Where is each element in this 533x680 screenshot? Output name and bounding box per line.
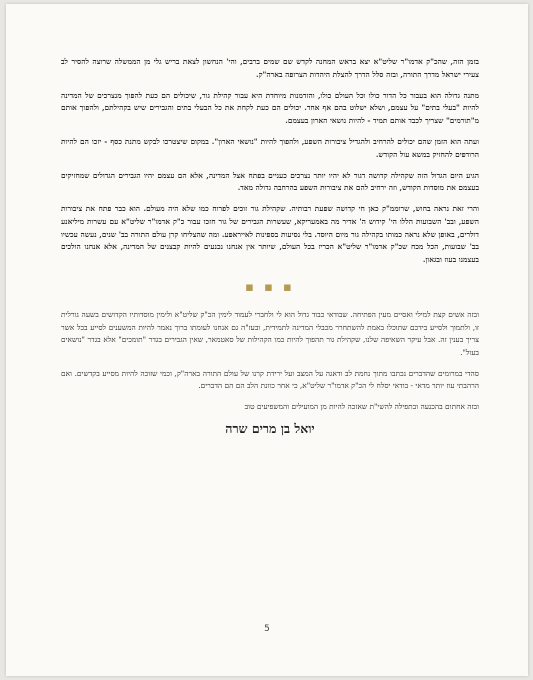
paragraph-closing: ובזה אחתום בהכנעה ובתפילה להשי"ת שאזכה להיות מן המועילים והמשפיעים טוב — [244, 402, 479, 412]
author-signature: יואל בן מרים שרה — [225, 420, 315, 436]
paragraph-great-day: הגיע היום הגדול הזה שקהילה קדושה דגור לא יהיו יותר נצרכים כעניים בפתח אצל המדינה, אלא הם עצמם יהיו הגבירים הגדולים שמחזיקים בעצמם את מוסדות הקודש, וזה ירחיב להם את ציבורות השפע בהרחבה גדולה מאד. — [61, 170, 479, 193]
paragraph-opening: בזמן הזה, שהכ"ק אדמו"ר שליט"א יצא בראש המחנה לקדש שם שמים ברבים, והי' הנחשון לצאת בריש גלי מן הממשלה שרוצה להסיר לב צעירי ישראל מדרך התורה, ובזה סלל הדרך להצלת היהדות הצרופה בארה"ק. — [61, 57, 479, 79]
paragraph-gift: מתנה גדולה הוא בעבור כל הדור כולו וכל העולם כולו, והזדמנות מיוחדת היא עבור קהילת גור, שיכולים הם כעת להפוך מנצרכים של המדינה להיות "בעלי בתים" על עצמם, ושלא ישלוט בהם אף אחד. יכולים הם כעת לקחת את כל הבעלי בתים והגבירים שיש בקהילתם, ולהפוך אותם מ"תורמים" שצריך לכבד אותם תמיד - להיות נושאי הארון בעצמם. — [61, 90, 479, 125]
paragraph-evidence: והרי זאת נראה בחוש, שרוממ"ק כאן חי קדושה שפעת רבותיה. שקהילת גור זוכים לפרוח כמו שלא היה מעולם. הוא כבר פתח את ציבורות השפע, ובב' השבועות הללו הי' קידוש ה' אדיר מה באמעריקא, שעשרות הגבירים של גור חזכו עבור כ"ק אדמו"ר שליט"א עם עשרות מיליאנע דולרים, באופן שלא נראה כמותו בקהילה גור מיום היוסד. בלי נסיעות בספינות לאייראפע. ומה שהצליחו קרן עולם התורה בב' שנים, נעשה עכשיו בב' שבועות, הכל מכח שכ"ק אדמו"ר שליט"א הכריז בכל העולם, שיותר אין אנחנו נכנעים להיות קבצנים של המדינה, אלא אנחנו הולכים בעצמנו בעוז ובגאון. — [61, 204, 479, 264]
paragraph-time: ועתה הוא הזמן שהם יכולים להרחיב ולהגדיל ציבורות השפע, ולהפוך להיות "נושאי הארון". במקום שיצטרכו לבקש מתנת כסף - יזכו הם להיות הרודפים להחזיק במשא עול הקודש. — [61, 136, 479, 159]
document-page — [6, 4, 528, 676]
paragraph-conclusion: ובזה אשים קצת למילי ואסיים מעין הפתיחה. שבודאי כבוד גדול הוא לי ולחברי לעמוד לימין הכ"ק שליט"א ולימין מוסדותיו הקדושים בשעה גורלית זו, ולתמוך ולסייע בידכם שתוכלו באמת להשתחרר מכבלי המדינה לתמידית, ובעז"ה גם אנחנו לעומתו ברוך נאמר להיות המשענים לסייע בכל אשר צריך בענין זה. אבל עיקר השאיפה שלנו, שקהילת גור תהפוך להיות כמו הקהילות של סאטמאר, שאין הגבירים בגדר "תומכים" אלא בגדר "נושאים בעול". — [61, 309, 479, 357]
section-separator: ▪ ▪ ▪ — [245, 280, 295, 296]
paragraph-witness: סהדי במרומים שהדברים נכתבו מתוך נחמת לב ודאגה על המצב ועל ירידת קרנו של עולם התורה בארה"ק, וכמי שזוכה להיות מסייע בקדשים. ואם הרהבתי עוז יותר מדאי - בודאי יסלח לי הכ"ק אדמו"ר שליט"א, כי אחר כוונת הלב הם הם הדברים. — [61, 368, 479, 391]
page-number: 5 — [264, 624, 270, 634]
page-content — [61, 56, 479, 435]
